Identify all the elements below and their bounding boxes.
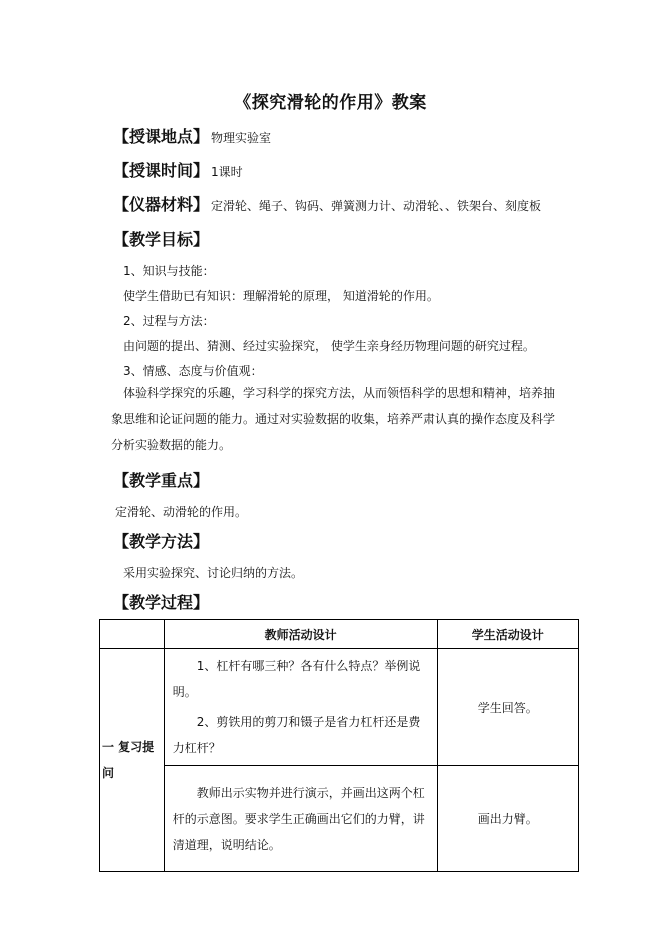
info-location-label: 【授课地点】 xyxy=(113,127,210,146)
info-location xyxy=(113,124,271,147)
info-materials xyxy=(113,192,541,215)
process-heading: 【教学过程】 xyxy=(113,593,210,612)
teacher-text: 1、杠杆有哪三种？各有什么特点？举例说明。 xyxy=(172,659,421,699)
stage-cell xyxy=(100,649,165,872)
info-time-value: 1课时 xyxy=(211,165,243,179)
methods-text: 采用实验探究、讨论归纳的方法。 xyxy=(123,566,304,580)
goal-3-text: 体验科学探究的乐趣，学习科学的探究方法，从而领悟科学的思想和精神，培养抽象思维和论证问题的能力。通过对实验数据的收集，培养严肃认真的操作态度及科学分析实验数据的能力。 xyxy=(111,386,556,452)
table-header-row xyxy=(100,620,579,649)
teacher-text: 2、剪铁用的剪刀和镊子是省力杠杆还是费力杠杆？ xyxy=(172,715,421,755)
table-header-student: 学生活动设计 xyxy=(437,620,578,649)
info-time xyxy=(113,158,243,181)
info-location-value: 物理实验室 xyxy=(211,131,272,145)
teacher-text: 教师出示实物并进行演示，并画出这两个杠杆的示意图。要求学生正确画出它们的力臂，讲清道理，说明结论。 xyxy=(172,785,425,852)
table-row xyxy=(100,766,579,872)
goals-heading: 【教学目标】 xyxy=(113,230,210,249)
methods-heading: 【教学方法】 xyxy=(113,532,210,551)
teacher-cell xyxy=(164,766,437,872)
key-points-heading: 【教学重点】 xyxy=(113,471,210,490)
goal-1-text: 使学生借助已有知识：理解滑轮的原理， 知道滑轮的作用。 xyxy=(123,289,439,303)
table-header-teacher: 教师活动设计 xyxy=(164,620,437,649)
table-row xyxy=(100,649,579,766)
process-table xyxy=(99,619,579,872)
key-points-text: 定滑轮、动滑轮的作用。 xyxy=(115,505,248,519)
goal-1-title: 1、知识与技能： xyxy=(123,264,215,278)
teacher-cell xyxy=(164,649,437,766)
stage-label: 一 复习提问 xyxy=(102,740,155,780)
student-cell: 学生回答。 xyxy=(437,649,578,766)
info-materials-label: 【仪器材料】 xyxy=(113,195,210,214)
goal-3-title: 3、情感、态度与价值观： xyxy=(123,364,263,378)
document-title: 《探究滑轮的作用》教案 xyxy=(234,93,427,113)
info-materials-value: 定滑轮、绳子、钩码、弹簧测力计、动滑轮、、铁架台、刻度板 xyxy=(211,199,542,213)
table-header-stage xyxy=(100,620,165,649)
goal-2-text: 由问题的提出、猜测、经过实验探究， 使学生亲身经历物理问题的研究过程。 xyxy=(123,339,535,353)
student-cell: 画出力臂。 xyxy=(437,766,578,872)
info-time-label: 【授课时间】 xyxy=(113,161,210,180)
goal-2-title: 2、过程与方法： xyxy=(123,314,215,328)
